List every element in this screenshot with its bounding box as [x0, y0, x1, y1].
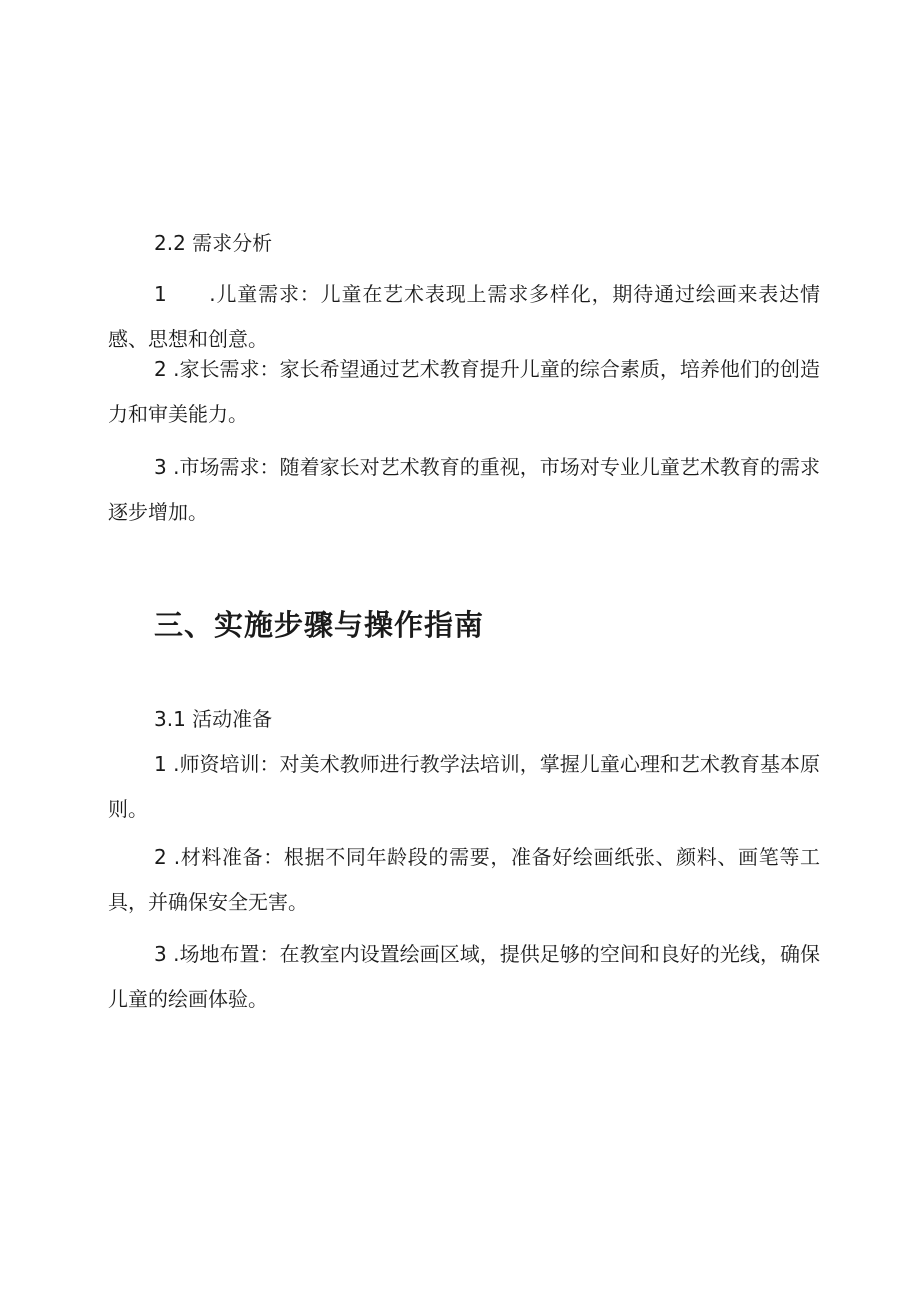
subsection-heading-activity-preparation: 3.1 活动准备	[154, 707, 273, 731]
section-heading-implementation: 三、实施步骤与操作指南	[154, 608, 485, 642]
subsection-heading-demand-analysis: 2.2 需求分析	[154, 231, 273, 255]
preparation-item-materials: 2 .材料准备：根据不同年龄段的需要，准备好绘画纸张、颜料、画笔等工具，并确保安全无害。	[108, 845, 820, 914]
demand-item-children: 1 .儿童需求：儿童在艺术表现上需求多样化，期待通过绘画来表达情感、思想和创意。	[108, 282, 820, 351]
preparation-item-venue: 3 .场地布置：在教室内设置绘画区域，提供足够的空间和良好的光线，确保儿童的绘画体验。	[108, 942, 820, 1011]
demand-item-market: 3 .市场需求：随着家长对艺术教育的重视，市场对专业儿童艺术教育的需求逐步增加。	[108, 455, 820, 524]
demand-item-parents: 2 .家长需求：家长希望通过艺术教育提升儿童的综合素质，培养他们的创造力和审美能力。	[108, 357, 820, 426]
preparation-item-teacher-training: 1 .师资培训：对美术教师进行教学法培训，掌握儿童心理和艺术教育基本原则。	[108, 752, 820, 821]
